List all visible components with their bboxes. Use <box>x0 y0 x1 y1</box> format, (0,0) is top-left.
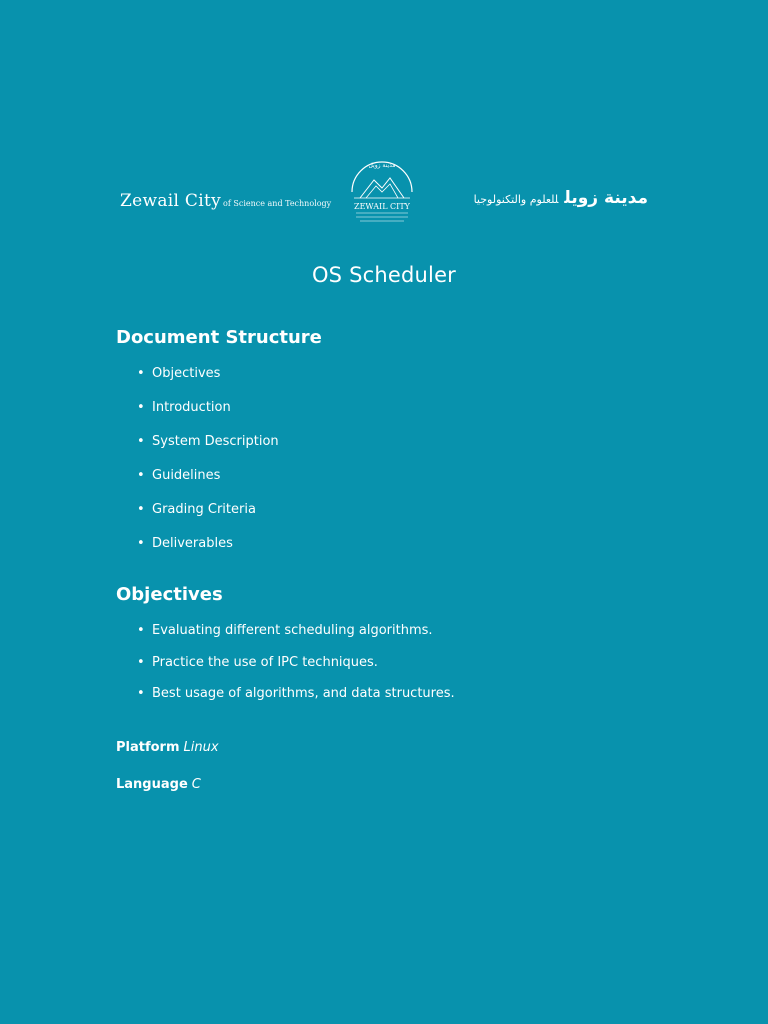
list-item <box>137 655 455 687</box>
logo-ar-name: مدينة زويل <box>564 188 648 208</box>
logo-en-tagline: of Science and Technology <box>223 199 332 208</box>
list-item <box>137 623 455 655</box>
bullet-icon: • <box>137 366 145 381</box>
bullet-icon: • <box>137 686 145 701</box>
list-item-label: System Description <box>152 434 279 449</box>
list-item <box>137 536 279 570</box>
logo-ar-tagline: للعلوم والتكنولوجيا <box>473 193 559 206</box>
list-item-label: Introduction <box>152 400 231 415</box>
list-item <box>137 434 279 468</box>
bullet-icon: • <box>137 654 145 670</box>
emblem-text: ZEWAIL CITY <box>354 202 410 211</box>
objectives-heading: Objectives <box>116 584 223 605</box>
bullet-icon: • <box>137 502 145 517</box>
list-item <box>137 502 279 536</box>
bullet-icon: • <box>137 434 145 449</box>
bullet-icon: • <box>137 536 145 551</box>
language-value: C <box>191 777 201 792</box>
language-line <box>116 777 201 792</box>
list-item <box>137 686 455 718</box>
document-structure-list <box>137 366 279 570</box>
objectives-list <box>137 623 455 718</box>
list-item-label: Practice the use of IPC techniques. <box>152 654 378 670</box>
logo-english <box>120 191 331 211</box>
document-title: OS Scheduler <box>311 263 457 287</box>
document-structure-heading: Document Structure <box>116 327 322 348</box>
zewail-city-emblem-icon <box>346 158 418 228</box>
logo-arabic <box>474 188 648 208</box>
institution-logo <box>116 158 652 228</box>
list-item <box>137 366 279 400</box>
list-item-label: Evaluating different scheduling algorithms. <box>152 623 433 638</box>
list-item <box>137 400 279 434</box>
emblem-arabic-text: مدينة زويل <box>368 162 396 169</box>
platform-line <box>116 740 219 755</box>
platform-value: Linux <box>183 740 219 755</box>
bullet-icon: • <box>137 400 145 415</box>
list-item-label: Best usage of algorithms, and data structures. <box>152 686 455 701</box>
list-item-label: Objectives <box>152 366 221 381</box>
list-item-label: Guidelines <box>152 468 221 483</box>
list-item <box>137 468 279 502</box>
language-label: Language <box>116 777 188 792</box>
list-item-label: Grading Criteria <box>152 502 256 517</box>
logo-en-name: Zewail City <box>120 191 222 211</box>
bullet-icon: • <box>137 623 145 638</box>
bullet-icon: • <box>137 468 145 483</box>
platform-label: Platform <box>116 740 180 755</box>
list-item-label: Deliverables <box>152 536 233 551</box>
